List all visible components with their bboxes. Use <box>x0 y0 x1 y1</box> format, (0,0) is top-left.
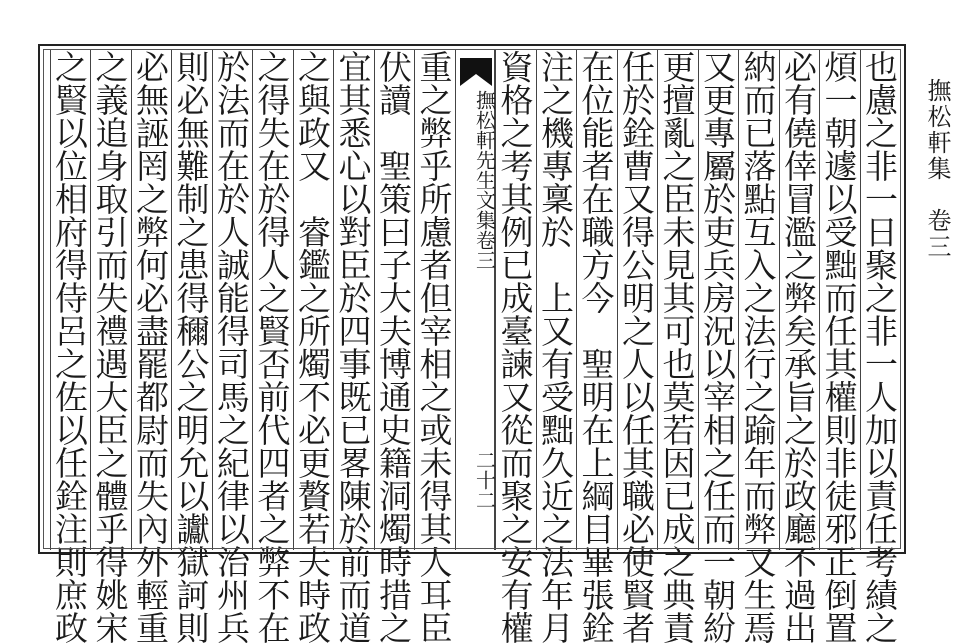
text-column <box>819 50 860 644</box>
column-text: 於法而在於人誠能得司馬之紀律以治州兵 <box>212 50 251 644</box>
margin-title: 撫松軒集 卷三 <box>923 78 951 260</box>
column-text: 宜其悉心以對臣於四事既已畧陳於前而道 <box>333 50 373 644</box>
column-text: 必無誣罔之弊何必盡罷都尉而失內外輕重 <box>131 50 170 644</box>
text-column <box>212 50 253 644</box>
text-column <box>414 50 455 644</box>
column-text: 必有僥倖冒濫之弊矣承旨之於政廳不過出 <box>779 50 818 644</box>
text-column <box>657 50 698 644</box>
column-text: 伏讀 聖策曰子大夫博通史籍洞燭時措之 <box>374 50 413 644</box>
text-column <box>860 50 901 644</box>
column-text: 也慮之非一日聚之非一人加以責任考績之 <box>860 50 899 644</box>
column-text: 資格之考其例已成臺諫又從而聚之安有權 <box>495 50 535 644</box>
center-fold <box>455 50 496 550</box>
text-column <box>131 50 172 644</box>
text-column <box>90 50 131 644</box>
text-column <box>333 50 374 644</box>
column-text: 煩一朝遽以受黜而任其權則非徒邪正倒置 <box>819 50 859 644</box>
text-column <box>374 50 415 644</box>
column-text: 重之弊乎所慮者但宰相之或未得其人耳臣 <box>414 50 454 644</box>
column-text: 又更專屬於吏兵房況以宰相之任而一朝紛 <box>698 50 737 644</box>
column-text: 在位能者在職方今 聖明在上綱目畢張銓 <box>576 50 616 644</box>
column-text: 之與政又 睿鑑之所燭不必更贅若夫時政 <box>293 50 332 644</box>
text-column <box>698 50 739 644</box>
text-column <box>293 50 334 644</box>
column-text: 則必無難制之患得穪公之明允以讞獄訶則 <box>171 50 211 644</box>
text-column <box>495 50 536 644</box>
spacer <box>50 50 91 644</box>
text-column <box>779 50 820 644</box>
column-text: 之得失在於得人之賢否前代四者之弊不在 <box>252 50 292 644</box>
text-frame <box>38 44 906 644</box>
column-text: 任於銓曹又得公明之人以任其職必使賢者 <box>617 50 656 644</box>
text-column <box>536 50 577 644</box>
page-number: 二十二 <box>472 450 497 510</box>
column-text: 注之機專稟於 上又有受黜久近之法年月 <box>536 50 575 644</box>
column-text: 之賢以位相府得侍呂之佐以任銓注則庶政 <box>50 50 89 644</box>
text-column <box>738 50 779 644</box>
text-column <box>171 50 212 644</box>
column-text: 納而已落點互入之法行之踰年而弊又生焉 <box>738 50 778 644</box>
text-column <box>576 50 617 644</box>
column-text: 更擅亂之臣未見其可也莫若因已成之典責 <box>657 50 697 644</box>
center-title: 撫松軒先生文集卷三 <box>472 90 497 270</box>
text-column <box>252 50 293 644</box>
fish-tail-mark-icon <box>460 58 492 86</box>
text-column <box>617 50 658 644</box>
column-text: 之義追身取引而失禮遇大臣之體乎得姚宋 <box>90 50 130 644</box>
